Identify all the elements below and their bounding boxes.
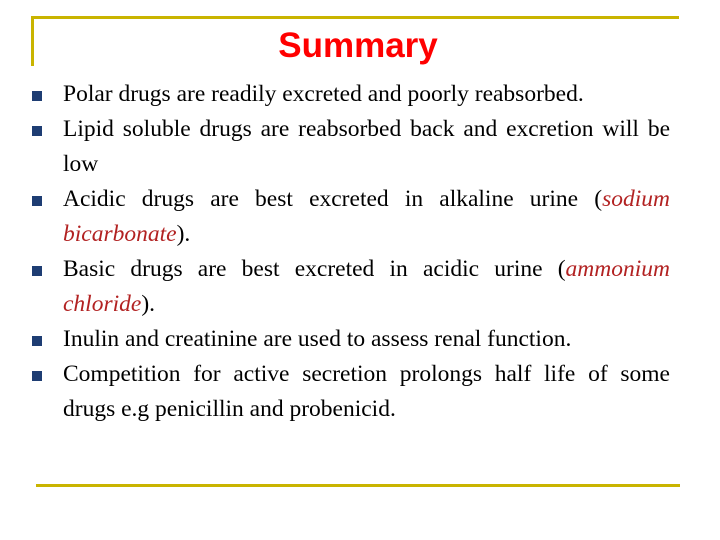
square-bullet-icon xyxy=(32,196,42,206)
bullet-text-after: ). xyxy=(141,291,156,317)
bullet-term: ammonium chloride xyxy=(63,256,670,317)
slide-title: Summary xyxy=(278,26,438,65)
bullet-text: Inulin and creatinine are used to assess renal function. xyxy=(63,326,572,352)
bullet-text: Polar drugs are readily excreted and poorly reabsorbed. xyxy=(63,81,584,107)
bullet-text-before: Basic drugs are best excreted in acidic urine ( xyxy=(63,256,566,282)
bullet-text: Lipid soluble drugs are reabsorbed back and excretion will be low xyxy=(63,116,670,177)
square-bullet-icon xyxy=(32,126,42,136)
bullet-term: sodium bicarbonate xyxy=(63,186,670,247)
bullet-item-polar-drugs xyxy=(30,77,670,112)
frame-bottom-line xyxy=(36,484,680,487)
square-bullet-icon xyxy=(32,91,42,101)
square-bullet-icon xyxy=(32,371,42,381)
bullet-item-competition xyxy=(30,357,670,427)
square-bullet-icon xyxy=(32,266,42,276)
bullet-item-basic-drugs xyxy=(30,252,670,322)
bullet-text: Competition for active secretion prolongs half life of some drugs e.g penicillin and probenicid. xyxy=(63,361,670,422)
square-bullet-icon xyxy=(32,336,42,346)
bullet-item-acidic-drugs xyxy=(30,182,670,252)
bullet-text-after: ). xyxy=(176,221,191,247)
bullet-list xyxy=(30,77,670,427)
bullet-text-before: Acidic drugs are best excreted in alkaline urine ( xyxy=(63,186,603,212)
frame-top-line xyxy=(31,16,679,19)
bullet-item-inulin xyxy=(30,322,670,357)
bullet-item-lipid-soluble xyxy=(30,112,670,182)
